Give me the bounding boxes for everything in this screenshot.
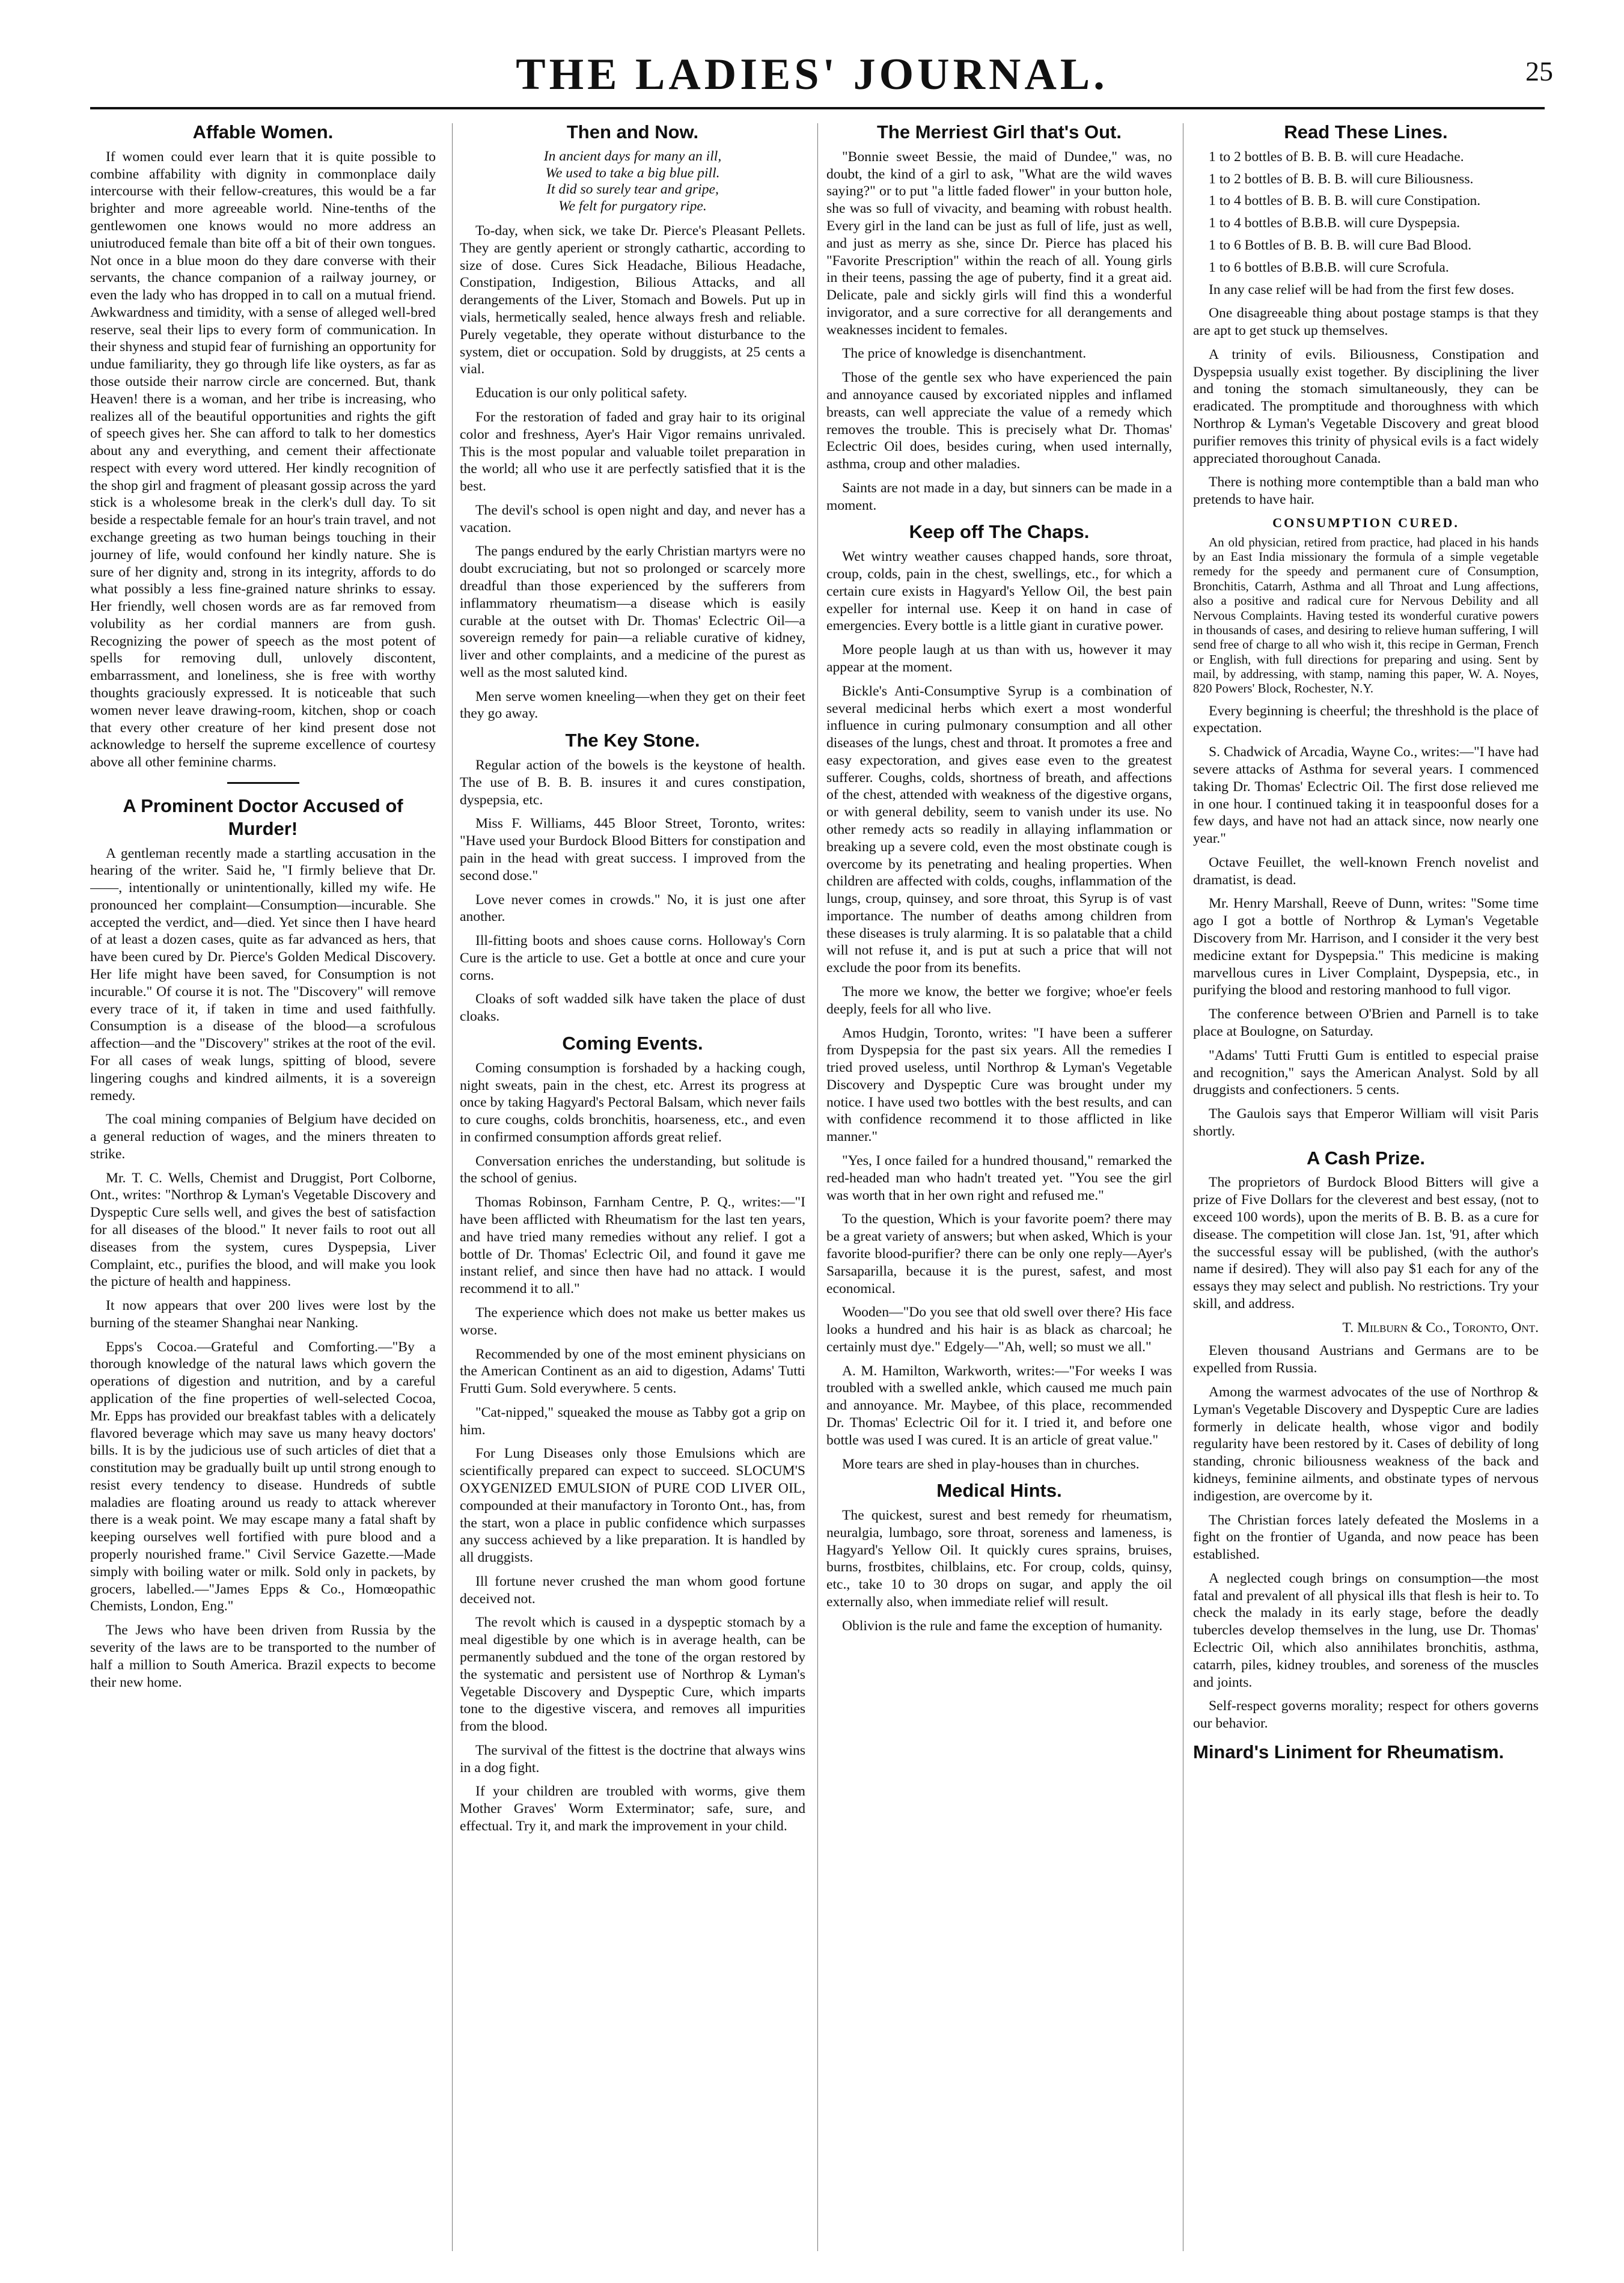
heading-prominent-doctor: A Prominent Doctor Accused of Murder! [123,795,403,839]
paragraph: Every beginning is cheerful; the threshhold is the place of expectation. [1193,703,1539,736]
list-item: 1 to 4 bottles of B. B. B. will cure Constipation. [1209,193,1481,209]
page-number: 25 [1525,56,1553,87]
paragraph: Those of the gentle sex who have experienced the pain and annoyance caused by excoriated nipples and inflamed breasts, can well appreciate the value of a remedy which removes the trouble. This is precisely what Dr. Thomas' Eclectric Oil does, besides curing, when used internally, asthma, croup and other maladies. [826,370,1172,472]
poem-line: It did so surely tear and gripe, [546,182,719,198]
paragraph: A gentleman recently made a startling accusation in the hearing of the writer. Said he, "I firmly believe that Dr. ——, intentionally or unintentionally, killed my wife. He pronounced her complaint—Consumption—incurable. She accepted the verdict, and—died. Yet since then I have heard of at least a dozen cases, quite as far advanced as hers, that have been cured by Dr. Pierce's Golden Medical Discovery. Her life might have been saved, for Consumption is not incurable." Of course it is not. The "Discovery" will remove every trace of it, if taken in time and used faithfully. Consumption is a disease of the blood—a scrofulous affection—and the "Discovery" strikes at the root of the evil. For all cases of weak lungs, spitting of blood, severe lingering coughs and kindred ailments, it is a sovereign remedy. [90,845,436,1104]
heading-coming-events: Coming Events. [562,1032,703,1054]
paragraph: Thomas Robinson, Farnham Centre, P. Q., writes:—"I have been afflicted with Rheumatism for the last ten years, and have tried many remedies without any relief. I got a bottle of Dr. Thomas' Eclectric Oil, and found it gave me instant relief, and since then have had no attack. I would recommend it to all." [460,1194,805,1297]
paragraph: Self-respect governs morality; respect for others governs our behavior. [1193,1698,1539,1732]
paragraph: For Lung Diseases only those Emulsions which are scientifically prepared can expect to succeed. SLOCUM'S OXYGENIZED EMULSION of PURE COD LIVER OIL, compounded at their manufactory in Toronto Ont., has, from the start, won a place in public confidence which surpasses any success achieved by a like preparation. It is handled by all druggists. [460,1446,805,1566]
list-item: 1 to 2 bottles of B. B. B. will cure Biliousness. [1209,171,1474,187]
paragraph: More tears are shed in play-houses than in churches. [842,1456,1140,1472]
paragraph: One disagreeable thing about postage stamps is that they are apt to get stuck up themselves. [1193,305,1539,339]
paragraph: The coal mining companies of Belgium have decided on a general reduction of wages, and the miners threaten to strike. [90,1111,436,1162]
paragraph: S. Chadwick of Arcadia, Wayne Co., writes:—"I have had severe attacks of Asthma for several years. I commenced taking Dr. Thomas' Eclectric Oil. The first dose relieved me in one hour. I continued taking it in teaspoonful doses for a few days, and have not had an attack since, now nearly one year." [1193,744,1539,847]
paragraph: To-day, when sick, we take Dr. Pierce's Pleasant Pellets. They are gently aperient or strongly cathartic, according to size of dose. Cures Sick Headache, Bilious Headache, Constipation, Indigestion, Bilious Attacks, and all derangements of the Liver, Stomach and Bowels. Put up in vials, hermetically sealed, hence always fresh and reliable. Purely vegetable, they operate without disturbance to the system, diet or occupation. Sold by druggists, at 25 cents a vial. [460,223,805,377]
paragraph: An old physician, retired from practice, had placed in his hands by an East India missionary the formula of a simple vegetable remedy for the speedy and permanent cure of Consumption, Bronchitis, Catarrh, Asthma and all Throat and Lung affections, also a positive and radical cure for Nervous Debility and all Nervous Complaints. Having tested its wonderful curative powers in thousands of cases, and desiring to relieve human suffering, I will send free of charge to all who wish it, this recipe in German, French or English, with full directions for preparing and using. Sent by mail, by addressing, with stamp, naming this paper, W. A. Noyes, 820 Powers' Block, Rochester, N.Y. [1193,534,1539,696]
journal-title: THE LADIES' JOURNAL. [516,50,1108,99]
paragraph: Regular action of the bowels is the keystone of health. The use of B. B. B. insures it and cures constipation, dyspepsia, etc. [460,757,805,808]
paragraph: Epps's Cocoa.—Grateful and Comforting.—"By a thorough knowledge of the natural laws which govern the operations of digestion and nutrition, and by a careful application of the fine properties of well-selected Cocoa, Mr. Epps has provided our breakfast tables with a delicately flavored beverage which may save us many heavy doctors' bills. It is by the judicious use of such articles of diet that a constitution may be gradually built up until strong enough to resist every tendency to disease. Hundreds of subtle maladies are floating around us ready to attack wherever there is a weak point. We may escape many a fatal shaft by keeping ourselves well fortified with pure blood and a properly nourished frame." Civil Service Gazette.—Made simply with boiling water or milk. Sold only in packets, by grocers, labelled.—"James Epps & Co., Homœopathic Chemists, London, Eng." [90,1339,436,1615]
heading-key-stone: The Key Stone. [565,730,700,751]
column-1 [90,117,436,2269]
paragraph: Wooden—"Do you see that old swell over there? His face looks a hundred and his hair is as black as charcoal; he certainly must dye." Edgely—"Ah, well; so must we all." [826,1304,1172,1355]
paragraph: The pangs endured by the early Christian martyrs were no doubt excruciating, but not so prolonged or scarcely more dreadful than those experienced by the sufferers from inflammatory rheumatism—a disease which is easily curable at the outset with Dr. Thomas' Eclectric Oil—a sovereign remedy for pain—a reliable curative of kidney, liver and other complaints, and a medicine of the purest as well as the most saluted kind. [460,543,805,680]
column-divider [817,123,818,2251]
article-columns [90,117,1545,2269]
list-item: 1 to 4 bottles of B.B.B. will cure Dyspepsia. [1209,215,1461,231]
paragraph: The Gaulois says that Emperor William will visit Paris shortly. [1193,1106,1539,1139]
paragraph: The Christian forces lately defeated the Moslems in a fight on the frontier of Uganda, and now peace has been established. [1193,1512,1539,1563]
paragraph: The price of knowledge is disenchantment. [842,346,1087,362]
paragraph: More people laugh at us than with us, however it may appear at the moment. [826,642,1172,675]
paragraph: Cloaks of soft wadded silk have taken the place of dust cloaks. [460,991,805,1025]
paragraph: Miss F. Williams, 445 Bloor Street, Toronto, writes: "Have used your Burdock Blood Bitters for constipation and pain in the head with great success. I improved from the second dose." [460,816,805,884]
paragraph: Wet wintry weather causes chapped hands, sore throat, croup, colds, pain in the chest, swellings, etc., for which a certain cure exists in Hagyard's Yellow Oil, the best pain expeller for internal use. Keep it on hand in case of emergencies. Every bottle is a little giant in curative power. [826,549,1172,634]
column-3 [826,117,1172,2269]
paragraph: If your children are troubled with worms, give them Mother Graves' Worm Exterminator; safe, sure, and effectual. Try it, and mark the improvement in your child. [460,1783,805,1835]
paragraph: In any case relief will be had from the first few doses. [1209,281,1515,298]
paragraph: A trinity of evils. Biliousness, Constipation and Dyspepsia usually exist together. By disciplining the liver and toning the stomach simultaneously, they can be eradicated. The promptitude and thoroughness with which Northrop & Lyman's Vegetable Discovery and great blood purifier removes this trinity of physical evils is a fact widely appreciated thoroughout Canada. [1193,346,1539,466]
paragraph: "Yes, I once failed for a hundred thousand," remarked the red-headed man who hadn't treated yet. "You see the girl was worth that in her own right and refused me." [826,1153,1172,1203]
advert-minards-liniment: Minard's Liniment for Rheumatism. [1193,1741,1504,1762]
paragraph: A neglected cough brings on consumption—the most fatal and prevalent of all physical ills that flesh is heir to. To check the malady in its early stage, before the deadly tubercles develop themselves in the lung, use Dr. Thomas' Eclectric Oil, which also annihilates bronchitis, asthma, catarrh, piles, kidney troubles, and soreness of the muscles and joints. [1193,1570,1539,1690]
heading-read-these-lines: Read These Lines. [1284,121,1448,142]
paragraph: Coming consumption is forshaded by a hacking cough, night sweats, pain in the chest, etc. Arrest its progress at once by taking Hagyard's Pectoral Balsam, which never fails to cure coughs, colds bronchitis, hoarseness, etc., and even in confirmed consumption affords great relief. [460,1060,805,1145]
paragraph: Mr. T. C. Wells, Chemist and Druggist, Port Colborne, Ont., writes: "Northrop & Lyman's Vegetable Discovery and Dyspeptic Cure sells well, and gives the best of satisfaction for all diseases of the blood." It never fails to root out all diseases from the system, cures Dyspepsia, Liver Complaint, etc., purifies the blood, and will make you look the picture of health and happiness. [90,1170,436,1290]
paragraph: The proprietors of Burdock Blood Bitters will give a prize of Five Dollars for the cleverest and best essay, (not to exceed 100 words), upon the merits of B. B. B. as a cure for disease. The competition will close Jan. 1st, '91, after which the successful essay will be published, (with the author's name if desired). They will also pay $1 each for any of the essays they may select and publish. No restrictions. Try your skill, and address. [1193,1175,1539,1312]
paragraph: Mr. Henry Marshall, Reeve of Dunn, writes: "Some time ago I got a bottle of Northrop & Lyman's Vegetable Discovery from Mr. Harrison, and I consider it the very best medicine extant for Dyspepsia." This medicine is making marvellous cures in Liver Complaint, Dyspepsia, etc., in purifying the blood and restoring manhood to full vigor. [1193,896,1539,998]
heading-then-and-now: Then and Now. [566,121,699,142]
paragraph: Eleven thousand Austrians and Germans are to be expelled from Russia. [1193,1343,1539,1377]
paragraph: The quickest, surest and best remedy for rheumatism, neuralgia, lumbago, sore throat, soreness and lameness, is Hagyard's Yellow Oil. It quickly cures sprains, bruises, burns, frostbites, chilblains, etc. For croup, colds, quinsy, etc., take 10 to 30 drops on sugar, and apply the oil externally also, when immediate relief will result. [826,1508,1172,1610]
list-item: 1 to 6 Bottles of B. B. B. will cure Bad Blood. [1209,237,1472,253]
paragraph: Amos Hudgin, Toronto, writes: "I have been a sufferer from Dyspepsia for the past six years. All the remedies I tried proved useless, until Northrop & Lyman's Vegetable Discovery and Dyspeptic Cure was brought under my notice. I have used two bottles with the best results, and can with confidence recommend it to those afflicted in like manner." [826,1025,1172,1145]
masthead [0,0,1624,105]
paragraph: Among the warmest advocates of the use of Northrop & Lyman's Vegetable Discovery and Dyspeptic Cure are ladies formerly in delicate health, whose vigor and bodily regularity have been restored by it. Cases of debility of long standing, chronic biliousness weakness of the back and kidneys, feminine ailments, and obstinate types of nervous indigestion, are overcome by it. [1193,1384,1539,1504]
heading-affable-women: Affable Women. [192,121,334,142]
paragraph: Ill fortune never crushed the man whom good fortune deceived not. [460,1573,805,1607]
paragraph: Education is our only political safety. [475,385,688,402]
bbb-list [1193,148,1539,277]
paragraph: The devil's school is open night and day, and never has a vacation. [460,502,805,536]
column-divider [452,123,453,2251]
paragraph: There is nothing more contemptible than a bald man who pretends to have hair. [1193,474,1539,508]
paragraph: It now appears that over 200 lives were lost by the burning of the steamer Shanghai near Nanking. [90,1298,436,1331]
paragraph: "Bonnie sweet Bessie, the maid of Dundee," was, no doubt, the kind of a girl to ask, "What are the wild waves saying?" or to put "a little faded flower" in your button hole, she was so full of vivacity, and beaming with robust health. Every girl in the land can be just as full of life, just as well, and just as merry as she, since Dr. Pierce has placed his "Favorite Prescription" within the reach of all. Young girls in their teens, passing the age of puberty, find it a great aid. Delicate, pale and sickly girls will find this a wonderful invigorator, and a sure corrective for all derangements and weaknesses incident to females. [826,148,1172,338]
paragraph: Bickle's Anti-Consumptive Syrup is a combination of several medicinal herbs which exert a most wonderful influence in curing pulmonary consumption and all other diseases of the lungs, chest and throat. It promotes a free and easy expectoration, and gives ease even to the greatest sufferer. Coughs, colds, shortness of breath, and affections of the chest, attended with weakness of the digestive organs, or with general debility, seem to vanish under its use. No other remedy acts so readily in allaying inflammation or breaking up a severe cold, even the most obstinate cough is overcome by its penetrating and healing properties. When children are affected with colds, coughs, inflammation of the lungs, croup, quinsey, and sore throat, this Syrup is of vast importance. The number of deaths among children from these diseases is truly alarming. It is so palatable that a child will not refuse it, and is put at such a price that will not exclude the poor from its benefits. [826,683,1172,976]
paragraph: A. M. Hamilton, Warkworth, writes:—"For weeks I was troubled with a swelled ankle, which caused me much pain and annoyance. Mr. Maybee, of this place, recommended Dr. Thomas' Eclectric Oil for it. I tried it, and before one bottle was used I was cured. It is an article of great value." [826,1363,1172,1448]
separator [227,782,299,784]
paragraph: Love never comes in crowds." No, it is just one after another. [460,891,805,925]
paragraph: The more we know, the better we forgive; whoe'er feels deeply, feels for all who live. [826,984,1172,1017]
paragraph: Men serve women kneeling—when they get on their feet they go away. [460,688,805,722]
signature: T. Milburn & Co., Toronto, Ont. [1342,1319,1539,1336]
paragraph: The revolt which is caused in a dyspeptic stomach by a meal digestible by one which is in average health, can be permanently subdued and the tone of the organ restored by the systematic and persistent use of Northrop & Lyman's Vegetable Discovery and Dyspeptic Cure, which imparts tone to the digestive viscera, and removes all impurities from the blood. [460,1615,805,1735]
masthead-rule [90,107,1545,109]
paragraph: For the restoration of faded and gray hair to its original color and freshness, Ayer's Hair Vigor remains unrivaled. This is the most popular and valuable toilet preparation in the world; all who use it are perfectly satisfied that it is the best. [460,409,805,495]
paragraph: If women could ever learn that it is quite possible to combine affability with dignity in commonplace daily intercourse with their fellow-creatures, this would be a far brighter and more agreeable world. Nine-tenths of the gentlewomen one knows would no more address an uniutroduced female than bite off a bit of their own tongues. Not once in a blue moon do they dare converse with their servants, the chance companion of a railway journey, or even the lady who has dropped in to call on a mutual friend. Awkwardness and timidity, with a sense of alleged well-bred reserve, seal their lips to every form of communication. In their shyness and stupid fear of furnishing an opportunity for undue familiarity, they go through life like oysters, as far as those outside their narrow circle are concerned. But, thank Heaven! there is a woman, and her tribe is increasing, who realizes all of the beautiful opportunities and rights the gift of speech gives her. She can afford to talk to her domestics about any and everything, and cement their affectionate respect with every word uttered. Her kindly recognition of the shop girl and fragment of pleasant gossip across the yard stick is a wholesome break in the clerk's dull day. To sit beside a respectable female for an hour's train travel, and not exchange greeting as two human beings touching in their journey of life, would confound her kindly nature. She is sure of her dignity and, strong in its integrity, affords to do what possibly a less fine-grained nature shrinks to essay. Her friendly, well chosen words are as far removed from volubility as her cordial manners are from gush. Recognizing the power of speech as the most potent of spells for removing dull, unlovely discontent, embarrassment, and loneliness, she is free with worthy thoughts graciously expressed. It is noticeable that such women never leave drawing-room, kitchen, shop or coach that every other creature of her kind present dose not acknowledge to herself the supreme excellence of courtesy above all other feminine charms. [90,148,436,771]
heading-consumption-cured: CONSUMPTION CURED. [1272,515,1459,530]
paragraph: The Jews who have been driven from Russia by the severity of the laws are to be transported to the number of half a million to South America. Brazil expects to become their new home. [90,1622,436,1690]
list-item: 1 to 6 bottles of B.B.B. will cure Scrofula. [1209,259,1449,275]
paragraph: The conference between O'Brien and Parnell is to take place at Boulogne, on Saturday. [1193,1006,1539,1039]
heading-cash-prize: A Cash Prize. [1307,1147,1425,1169]
heading-merriest-girl: The Merriest Girl that's Out. [877,121,1122,142]
paragraph: Oblivion is the rule and fame the exception of humanity. [842,1618,1163,1634]
paragraph: The experience which does not make us better makes us worse. [460,1304,805,1338]
paragraph: "Cat-nipped," squeaked the mouse as Tabby got a grip on him. [460,1404,805,1438]
paragraph: Saints are not made in a day, but sinners can be made in a moment. [826,480,1172,513]
poem-line: We felt for purgatory ripe. [558,198,707,215]
column-2 [460,117,805,2269]
poem-line: We used to take a big blue pill. [545,165,720,181]
paragraph: Recommended by one of the most eminent physicians on the American Continent as an aid to digestion, Adams' Tutti Frutti Gum. Sold everywhere. 5 cents. [460,1346,805,1397]
paragraph: To the question, Which is your favorite poem? there may be a great variety of answers; but when asked, Which is your favorite blood-purifier? there can be only one reply—Ayer's Sarsaparilla, because it is the purest, safest, and most economical. [826,1211,1172,1297]
paragraph: Octave Feuillet, the well-known French novelist and dramatist, is dead. [1193,854,1539,888]
column-4 [1193,117,1539,2269]
heading-medical-hints: Medical Hints. [936,1480,1062,1502]
list-item: 1 to 2 bottles of B. B. B. will cure Headache. [1209,148,1464,165]
paragraph: "Adams' Tutti Frutti Gum is entitled to especial praise and recognition," says the American Analyst. Sold by all druggists and confectioners. 5 cents. [1193,1047,1539,1098]
paragraph: Conversation enriches the understanding, but solitude is the school of genius. [460,1153,805,1187]
paragraph: Ill-fitting boots and shoes cause corns. Holloway's Corn Cure is the article to use. Get a bottle at once and cure your corns. [460,933,805,983]
paragraph: The survival of the fittest is the doctrine that always wins in a dog fight. [460,1742,805,1776]
poem-line: In ancient days for many an ill, [543,148,722,164]
poem [460,148,805,215]
heading-keep-off-chaps: Keep off The Chaps. [909,521,1090,543]
